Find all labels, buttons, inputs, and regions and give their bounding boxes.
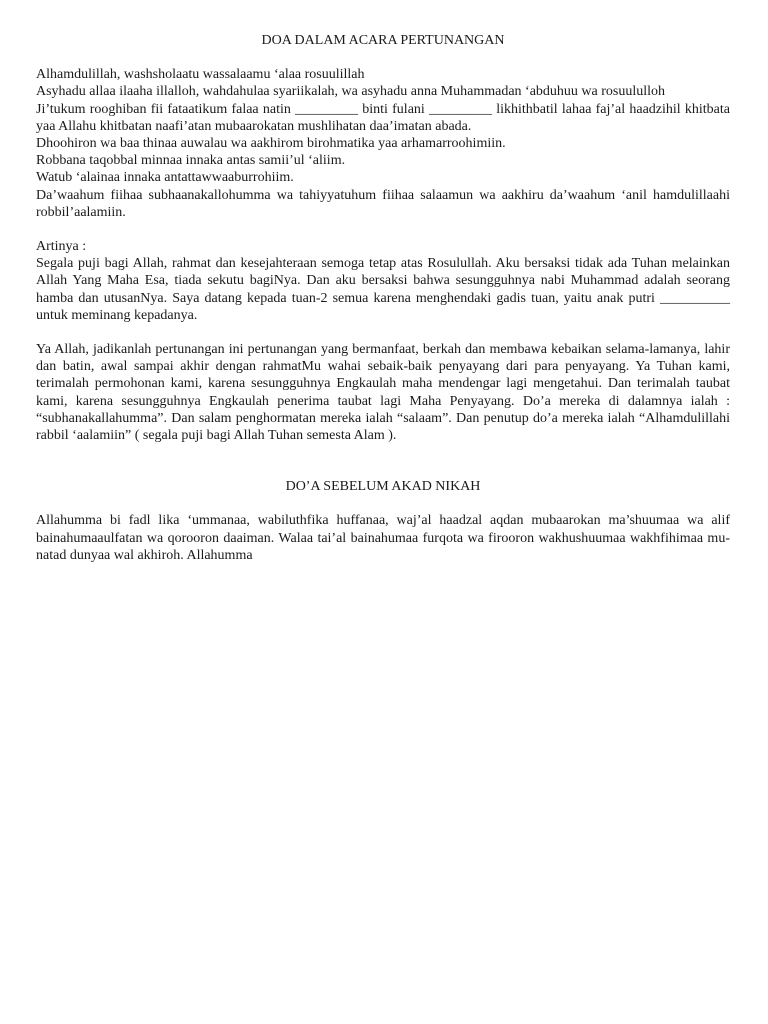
arabic-line-3: Ji’tukum rooghiban fii fataatikum falaa natin _________ binti fulani _________ likhithbatil lahaa faj’al haadzihil khitbata yaa Allahu khitbatan naafi’atan mubaarokatan mushlihatan daa’imatan abada. (36, 101, 730, 134)
arabic-line-4: Dhoohiron wa baa thinaa auwalau wa aakhirom birohmatika yaa arhamarroohimiin. (36, 136, 506, 152)
section-title-pertunangan: DOA DALAM ACARA PERTUNANGAN (261, 33, 505, 48)
arabic-line-2: Asyhadu allaa ilaaha illalloh, wahdahulaa syariikalah, wa asyhadu anna Muhammadan ‘abduhuu wa rosuululloh (36, 84, 666, 100)
spacer (36, 324, 730, 341)
section-title-akad-nikah: DO’A SEBELUM AKAD NIKAH (285, 479, 481, 495)
spacer (36, 495, 730, 512)
akad-nikah-paragraph: Allahumma bi fadl lika ‘ummanaa, wabiluthfika huffanaa, waj’al haadzal aqdan mubaarokan ma’shuumaa wa alif bainahumaaulfatan wa qorooron daaiman. Walaa tai’al bainahumaa furqota wa firooron wakhushuumaa wakhfihimaa mu-natad dunyaa wal akhiroh. Allahumma (36, 513, 730, 563)
translation-paragraph-1: Segala puji bagi Allah, rahmat dan kesejahteraan semoga tetap atas Rosulullah. Aku bersaksi tidak ada Tuhan melainkan Allah Yang Maha Esa, tiada sekutu bagiNya. Dan aku bersaksi bahwa sesungguhnya nabi Muhammad adalah seorang hamba dan utusanNya. Saya datang kepada tuan-2 semua karena menghendaki gadis tuan, yaitu anak putri __________ untuk meminang kepadanya. (36, 256, 730, 323)
spacer (36, 49, 730, 66)
spacer (36, 444, 730, 478)
document-page (36, 32, 730, 564)
arabic-line-1: Alhamdulillah, washsholaatu wassalaamu ‘alaa rosuulillah (36, 67, 365, 83)
arabic-line-7: Da’waahum fiihaa subhaanakallohumma wa tahiyyatuhum fiihaa salaamun wa aakhiru da’waahum ‘anil hamdulillaahi robbil’aalamiin. (36, 187, 730, 220)
arabic-line-6: Watub ‘alainaa innaka antattawwaaburrohiim. (36, 170, 294, 186)
arabic-line-5: Robbana taqobbal minnaa innaka antas samii’ul ‘aliim. (36, 153, 346, 169)
spacer (36, 221, 730, 238)
artinya-label: Artinya : (36, 239, 87, 255)
translation-paragraph-2: Ya Allah, jadikanlah pertunangan ini pertunangan yang bermanfaat, berkah dan membawa kebaikan selama-lamanya, lahir dan batin, awal sampai akhir dengan rahmatMu wahai sebaik-baik penyayang dari para penyayang. Ya Tuhan kami, terimalah permohonan kami, karena sesungguhnya Engkaulah maha mendengar lagi mengetahui. Dan terimalah taubat kami, karena sesungguhnya Engkaulah penerima taubat lagi Maha Penyayang. Do’a mereka di dalamnya ialah : “subhanakallahumma”. Dan salam penghormatan mereka ialah “salaam”. Dan penutup do’a mereka ialah “Alhamdulillahi rabbil ‘aalamiin” ( segala puji bagi Allah Tuhan semesta Alam ). (36, 342, 730, 444)
